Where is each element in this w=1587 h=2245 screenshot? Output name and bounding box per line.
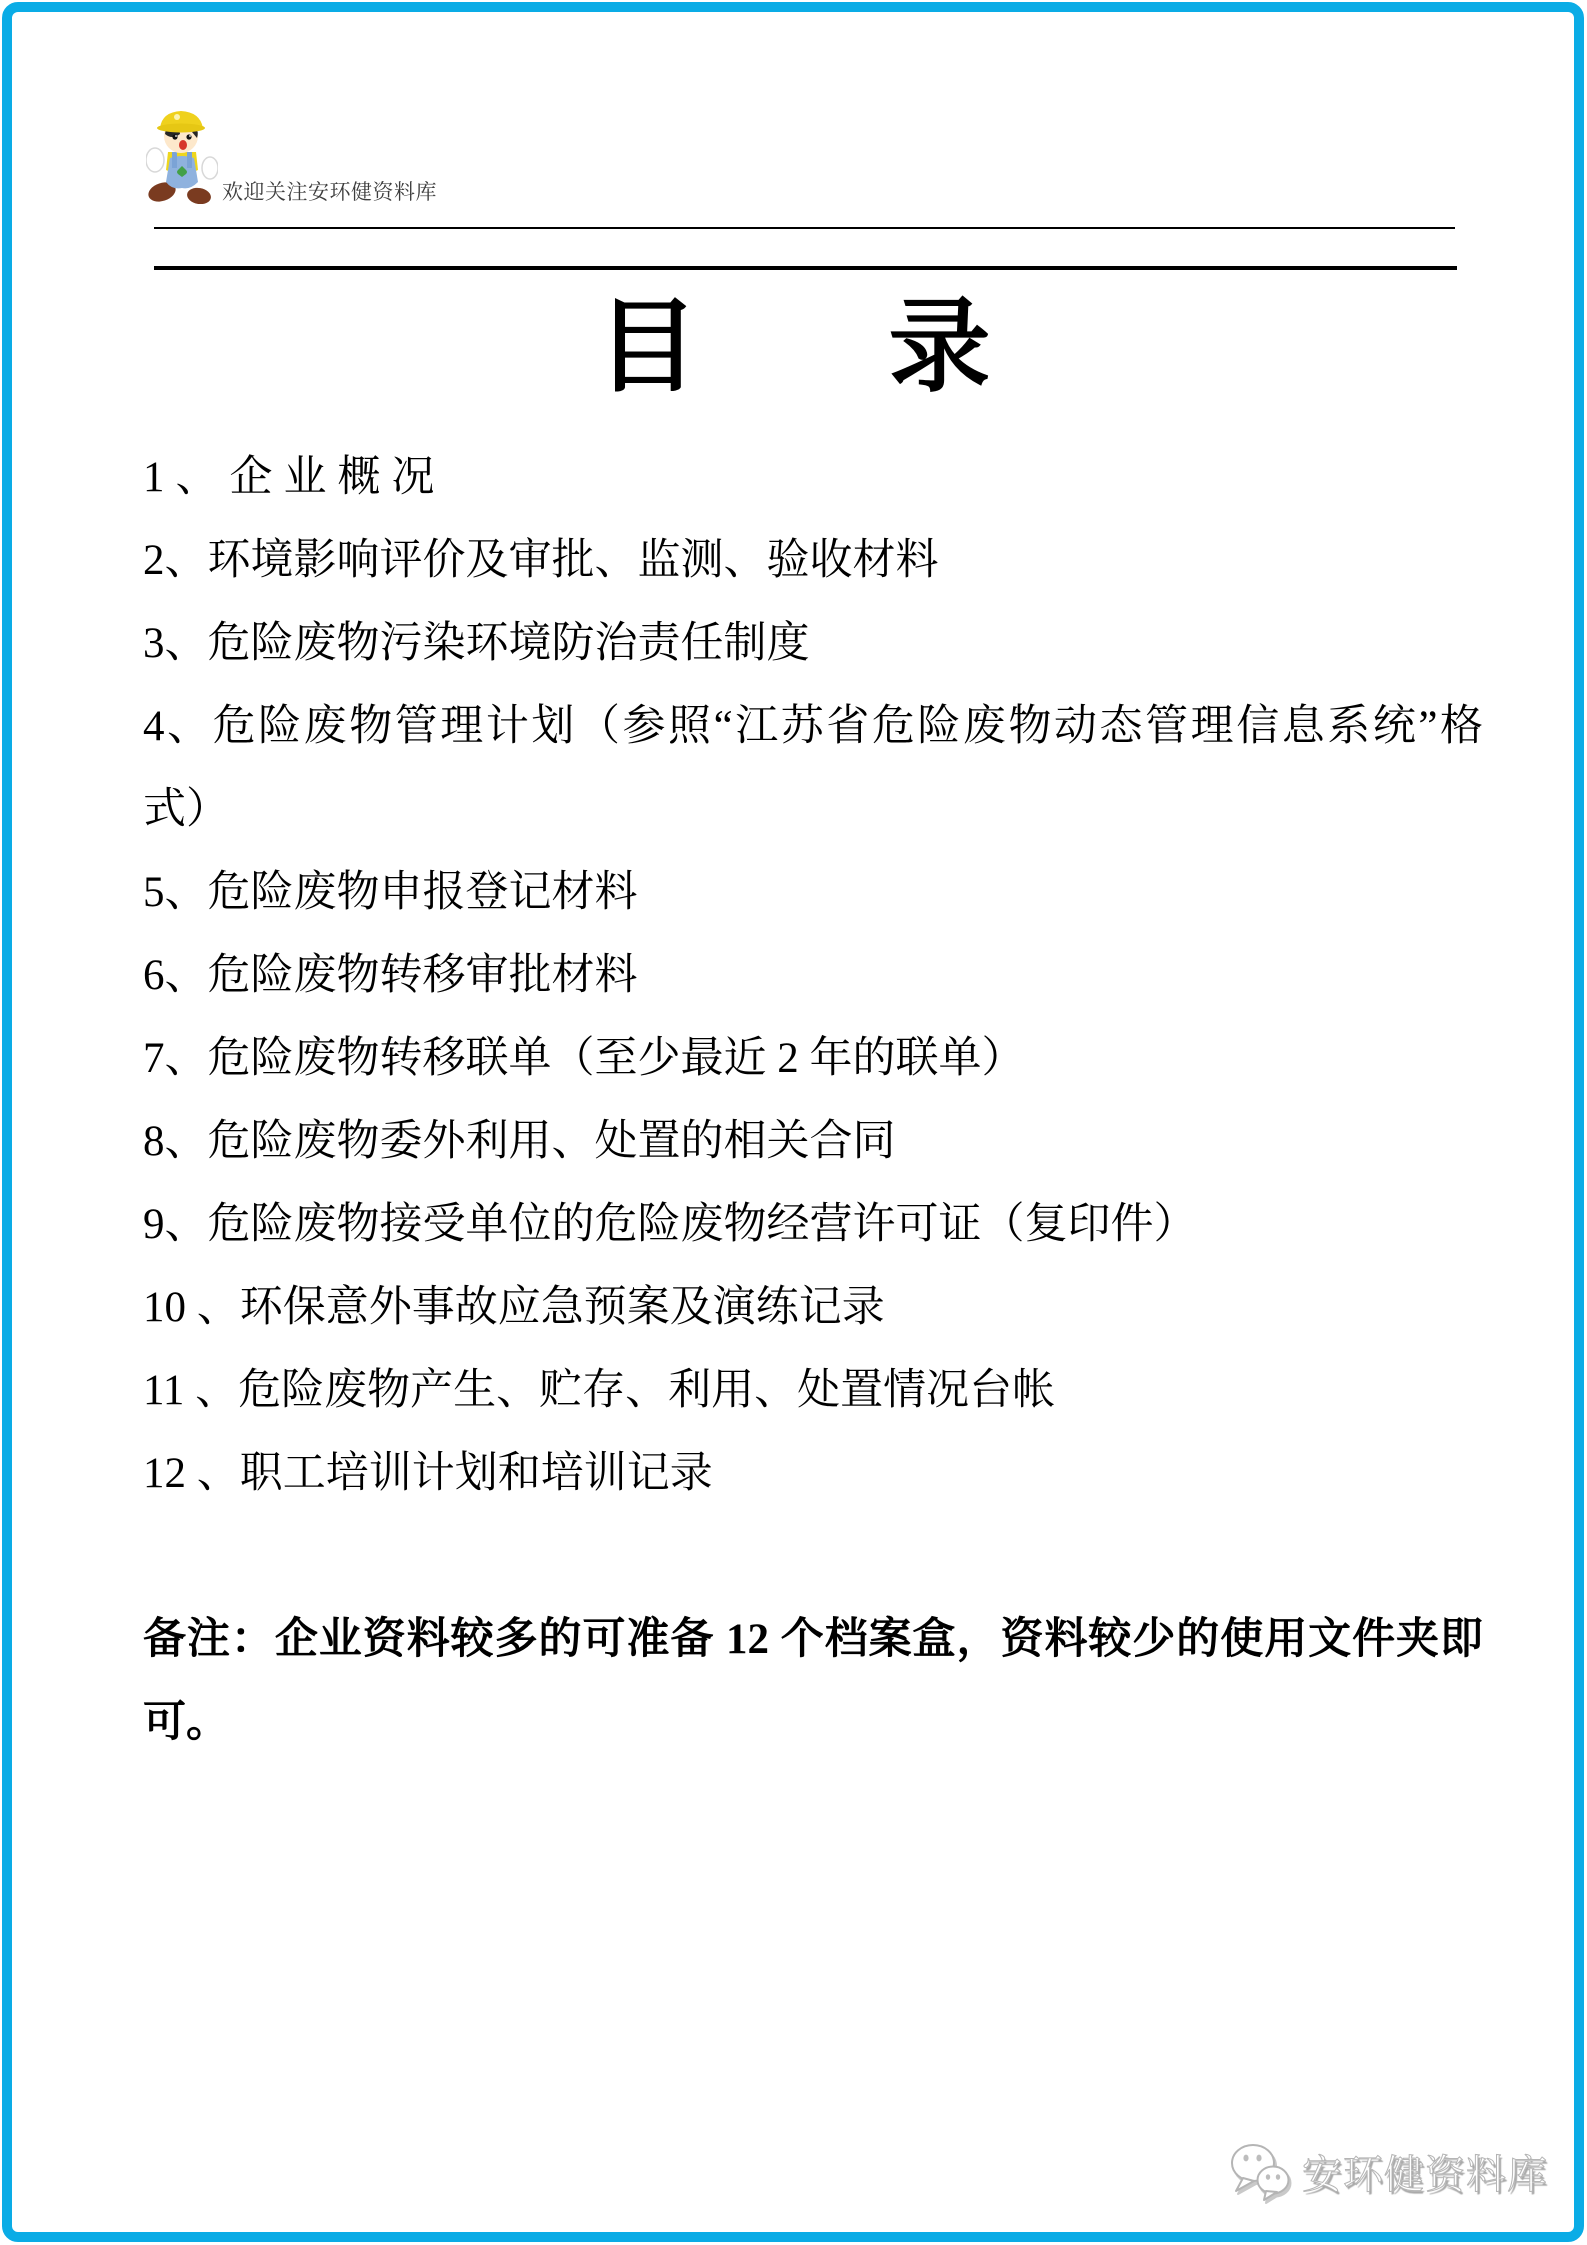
toc-line: 4、危险废物管理计划（参照“江苏省危险废物动态管理信息系统”格: [143, 703, 1483, 750]
toc-line: 6、危险废物转移审批材料: [143, 952, 638, 999]
toc-line: 9、危险废物接受单位的危险废物经营许可证（复印件）: [143, 1201, 1197, 1248]
watermark-text: 安环健资料库: [1302, 2151, 1548, 2197]
toc-line-continuation: 式）: [143, 786, 229, 833]
welcome-text: 欢迎关注安环健资料库: [222, 180, 437, 204]
toc-line: 3、危险废物污染环境防治责任制度: [143, 620, 810, 667]
title-char-left: 目: [596, 292, 699, 405]
toc-line: 5、危险废物申报登记材料: [143, 869, 638, 916]
remark-line: 备注：企业资料较多的可准备 12 个档案盒，资料较少的使用文件夹即: [143, 1616, 1483, 1663]
wechat-icon: [1228, 2140, 1292, 2202]
toc-line: 8、危险废物委外利用、处置的相关合同: [143, 1118, 896, 1165]
remark: [143, 1598, 1483, 1764]
title-char-right: 录: [888, 292, 991, 405]
watermark: [1228, 2140, 1548, 2202]
remark-line: 可。: [143, 1699, 229, 1746]
toc-line: 11 、危险废物产生、贮存、利用、处置情况台帐: [143, 1367, 1056, 1414]
toc-line: 12 、职工培训计划和培训记录: [143, 1450, 713, 1497]
header-rule-thick: [154, 266, 1457, 270]
toc-line: 10 、环保意外事故应急预案及演练记录: [143, 1284, 885, 1331]
toc-line: 7、危险废物转移联单（至少最近 2 年的联单）: [143, 1035, 1025, 1082]
toc-line: 2、环境影响评价及审批、监测、验收材料: [143, 537, 939, 584]
toc-section: [143, 436, 1483, 1764]
header-rule-thin: [154, 227, 1455, 229]
page-title: [0, 294, 1587, 404]
worker-mascot-icon: [146, 108, 218, 204]
toc-line: 1、企业概况: [143, 454, 446, 501]
